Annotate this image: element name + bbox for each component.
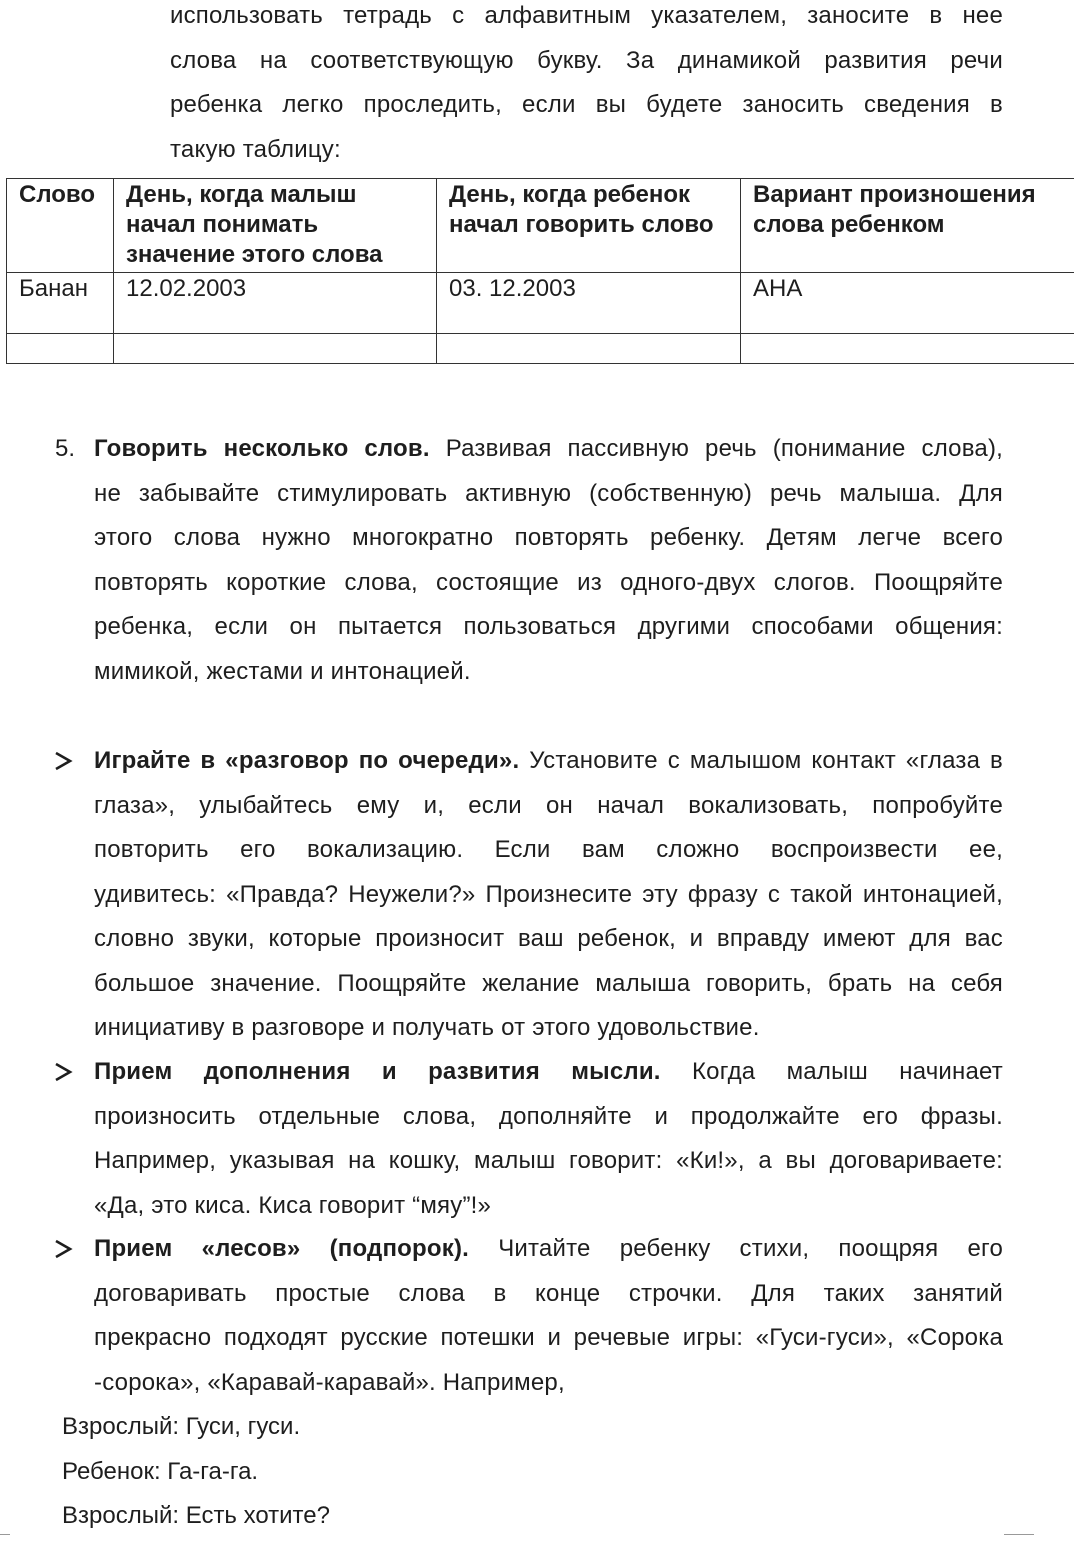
intro-line: использовать тетрадь с алфавитным указателем, заносите в нее [170, 0, 1003, 39]
paragraph-text: Когда малыш начинает [692, 1058, 1003, 1085]
bullet-paragraph [94, 1227, 1003, 1405]
paragraph-line: «Да, это киса. Киса говорит “мяу”!» [94, 1184, 1003, 1229]
paragraph-line: большое значение. Поощряйте желание малыша говорить, брать на себя [94, 962, 1003, 1007]
arrow-bullet-icon [52, 1050, 76, 1094]
dialog-line: Взрослый: Гуси, гуси. [62, 1405, 300, 1450]
paragraph-line [94, 1050, 1003, 1095]
section-5-paragraph [94, 427, 1003, 694]
list-number: 5. [55, 427, 75, 472]
paragraph-text: Читайте ребенку стихи, поощряя его [498, 1235, 1003, 1262]
page-corner-mark [0, 1534, 10, 1543]
bullet-paragraph [94, 1050, 1003, 1228]
table-row [7, 273, 1074, 334]
paragraph-line: мимикой, жестами и интонацией. [94, 650, 1003, 695]
table-header-cell: Вариант произношения слова ребенком [741, 179, 1074, 273]
paragraph-line: ребенка, если он пытается пользоваться другими способами общения: [94, 605, 1003, 650]
table-header-cell: День, когда малыш начал понимать значение этого слова [114, 179, 437, 273]
page-corner-mark [1004, 1534, 1034, 1543]
table-cell [437, 334, 741, 364]
table-cell [7, 334, 114, 364]
table-row [7, 334, 1074, 364]
paragraph-line: глаза», улыбайтесь ему и, если он начал вокализовать, попробуйте [94, 784, 1003, 829]
paragraph-line: повторить его вокализацию. Если вам сложно воспроизвести ее, [94, 828, 1003, 873]
arrow-bullet-icon [52, 1227, 76, 1271]
paragraph-line: Например, указывая на кошку, малыш говорит: «Ки!», а вы договариваете: [94, 1139, 1003, 1184]
paragraph-line: -сорока», «Каравай-каравай». Например, [94, 1361, 1003, 1406]
table-cell: АНА [741, 273, 1074, 334]
paragraph-line: прекрасно подходят русские потешки и речевые игры: «Гуси-гуси», «Сорока [94, 1316, 1003, 1361]
dialog-line: Взрослый: Есть хотите? [62, 1494, 330, 1539]
paragraph-text: Установите с малышом контакт «глаза в [529, 747, 1003, 774]
paragraph-text: Развивая пассивную речь (понимание слова), [446, 435, 1003, 462]
speech-progress-table [6, 178, 1074, 364]
bullet-paragraph [94, 739, 1003, 1051]
paragraph-line [94, 427, 1003, 472]
paragraph-line: договаривать простые слова в конце строчки. Для таких занятий [94, 1272, 1003, 1317]
table-header-row [7, 179, 1074, 273]
intro-line: слова на соответствующую букву. За динамикой развития речи [170, 39, 1003, 84]
table-header-cell: День, когда ребенок начал говорить слово [437, 179, 741, 273]
section-title: Говорить несколько слов. [94, 435, 430, 462]
intro-paragraph [170, 0, 1003, 172]
bullet-title: Прием «лесов» (подпорок). [94, 1235, 469, 1262]
table-cell [741, 334, 1074, 364]
intro-line: ребенка легко проследить, если вы будете заносить сведения в [170, 83, 1003, 128]
paragraph-line: произносить отдельные слова, дополняйте и продолжайте его фразы. [94, 1095, 1003, 1140]
bullet-title: Играйте в «разговор по очереди». [94, 747, 519, 774]
intro-line: такую таблицу: [170, 128, 1003, 173]
table-header-cell: Слово [7, 179, 114, 273]
paragraph-line: инициативу в разговоре и получать от этого удовольствие. [94, 1006, 1003, 1051]
bullet-title: Прием дополнения и развития мысли. [94, 1058, 661, 1085]
table-cell: 03. 12.2003 [437, 273, 741, 334]
table-cell [114, 334, 437, 364]
dialog-line: Ребенок: Га-га-га. [62, 1450, 258, 1495]
table-cell: 12.02.2003 [114, 273, 437, 334]
paragraph-line: удивитесь: «Правда? Неужели?» Произнесите эту фразу с такой интонацией, [94, 873, 1003, 918]
paragraph-line [94, 1227, 1003, 1272]
paragraph-line: повторять короткие слова, состоящие из одного-двух слогов. Поощряйте [94, 561, 1003, 606]
paragraph-line: не забывайте стимулировать активную (собственную) речь малыша. Для [94, 472, 1003, 517]
arrow-bullet-icon [52, 739, 76, 783]
paragraph-line: словно звуки, которые произносит ваш ребенок, и вправду имеют для вас [94, 917, 1003, 962]
table-cell: Банан [7, 273, 114, 334]
paragraph-line: этого слова нужно многократно повторять ребенку. Детям легче всего [94, 516, 1003, 561]
paragraph-line [94, 739, 1003, 784]
